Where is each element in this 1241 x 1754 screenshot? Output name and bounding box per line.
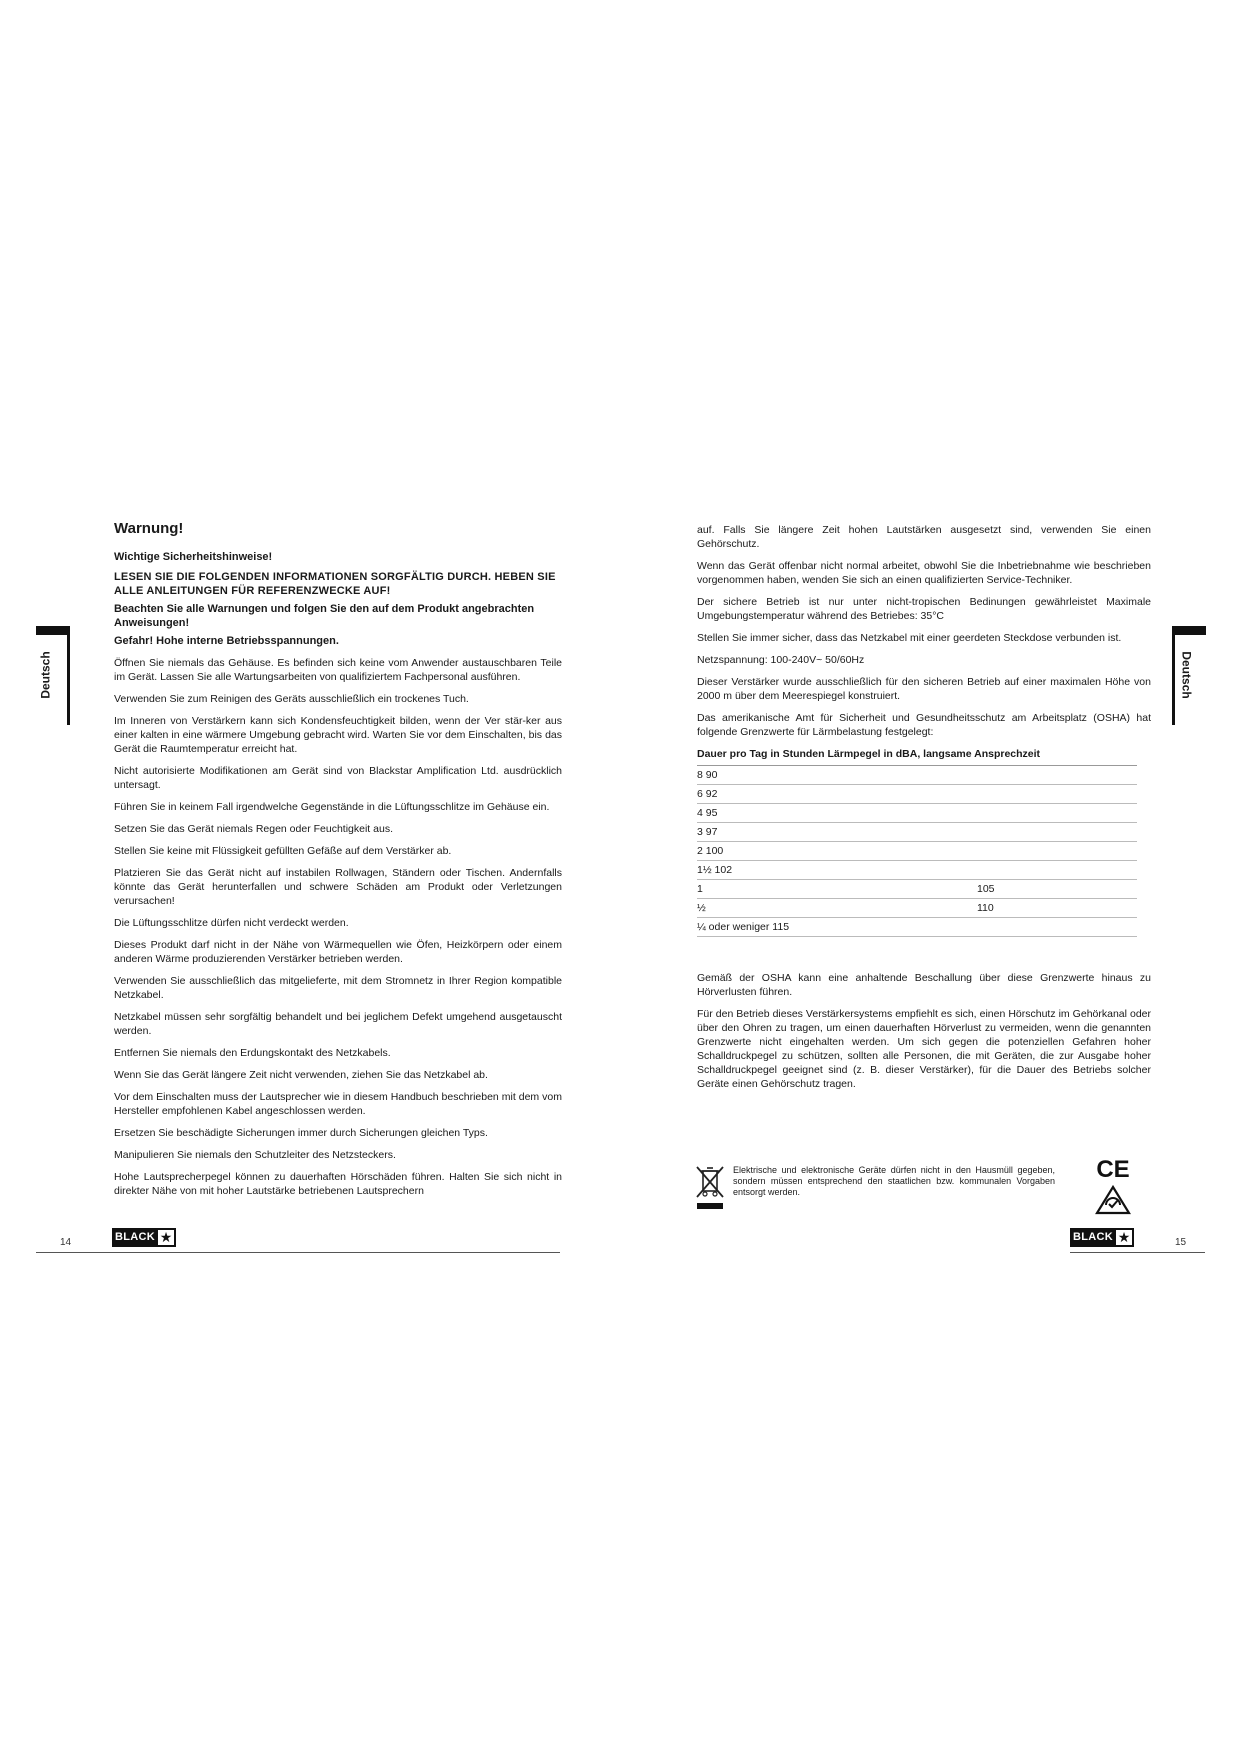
- table-cell: [977, 842, 1137, 861]
- star-icon: ★: [158, 1228, 176, 1247]
- paragraph: Platzieren Sie das Gerät nicht auf instabilen Rollwagen, Ständern oder Tischen. Andernfalls könnte das Gerät herunterfallen und schwere Schäden am Produkt oder Verletzungen verursachen!: [114, 867, 562, 907]
- paragraph: Das amerikanische Amt für Sicherheit und Gesundheitsschutz am Arbeitsplatz (OSHA) hat folgende Grenzwerte für Lärmbelastung festgelegt:: [697, 712, 1151, 738]
- paragraph: Wenn Sie das Gerät längere Zeit nicht verwenden, ziehen Sie das Netzkabel ab.: [114, 1069, 488, 1081]
- warning-heading: Warnung!: [114, 520, 184, 537]
- weee-disposal-text: Elektrische und elektronische Geräte dürfen nicht in den Hausmüll gegeben, sondern müssen entsprechend den staatlichen bzw. kommunalen Vorgaben entsorgt werden.: [733, 1165, 1055, 1197]
- table-row: [697, 842, 1137, 861]
- table-cell: 2 100: [697, 842, 977, 861]
- paragraph: Ersetzen Sie beschädigte Sicherungen immer durch Sicherungen gleichen Typs.: [114, 1127, 488, 1139]
- paragraph: Nicht autorisierte Modifikationen am Gerät sind von Blackstar Amplification Ltd. ausdrücklich untersagt.: [114, 765, 562, 791]
- safety-warnings-column: [114, 522, 562, 1206]
- table-row: [697, 861, 1137, 880]
- table-cell: 4 95: [697, 804, 977, 823]
- paragraph: Hohe Lautsprecherpegel können zu dauerhaften Hörschäden führen. Halten Sie sich nicht in direkter Nähe von mit hoher Lautstärke betriebenen Lautsprechern: [114, 1171, 562, 1197]
- right-page: [620, 0, 1241, 1754]
- paragraph: Dieses Produkt darf nicht in der Nähe von Wärmequellen wie Öfen, Heizkörpern oder einem anderen Wärme produzierenden Verstärker betrieben werden.: [114, 939, 562, 965]
- language-tab: [36, 626, 70, 725]
- page-number: 14: [60, 1237, 72, 1248]
- ce-mark-icon: [1095, 1155, 1131, 1181]
- paragraph: Setzen Sie das Gerät niemals Regen oder Feuchtigkeit aus.: [114, 823, 393, 835]
- table-cell: [977, 785, 1137, 804]
- page-number: 15: [1175, 1237, 1187, 1248]
- crossed-out-bin-icon: [695, 1165, 725, 1211]
- read-instructions-notice: LESEN SIE DIE FOLGENDEN INFORMATIONEN SORGFÄLTIG DURCH. HEBEN SIE ALLE ANLEITUNGEN FÜR REFERENZWECKE AUF!: [114, 571, 556, 597]
- paragraph: Verwenden Sie ausschließlich das mitgelieferte, mit dem Stromnetz in Ihrer Region kompatible Netzkabel.: [114, 975, 562, 1001]
- table-row: [697, 823, 1137, 842]
- table-cell: 8 90: [697, 766, 977, 785]
- paragraph: Stellen Sie immer sicher, dass das Netzkabel mit einer geerdeten Steckdose verbunden ist.: [697, 632, 1122, 644]
- paragraph: Stellen Sie keine mit Flüssigkeit gefüllten Gefäße auf dem Verstärker ab.: [114, 845, 452, 857]
- paragraph: Die Lüftungsschlitze dürfen nicht verdeckt werden.: [114, 917, 349, 929]
- paragraph: Für den Betrieb dieses Verstärkersystems empfiehlt es sich, einen Hörschutz im Gehörkanal oder über den Ohren zu tragen, um einen dauerhaften Hörverlust zu vermeiden, wenn die genannten Grenzwerte nicht eingehalten werden. Um sich gegen die potenziellen Gefahren hoher Schalldruckpegel zu schützen, sollten alle Personen, die mit Geräten, die zur Ausgabe hoher Schalldruckpegel geeignet sind (z. B. dieser Verstärker), für die Dauer des Betriebs solcher Geräte einen Gehörschutz tragen.: [697, 1008, 1151, 1090]
- table-cell: 110: [977, 899, 1137, 918]
- left-page: [0, 0, 620, 1754]
- paragraph: Netzkabel müssen sehr sorgfältig behandelt und bei jeglichem Defekt umgehend ausgetauscht werden.: [114, 1011, 562, 1037]
- safety-continued-column: [697, 523, 1151, 1099]
- paragraph: Der sichere Betrieb ist nur unter nicht-tropischen Bedinungen gewährleistet Maximale Umgebungstemperatur während des Betriebes: 35°C: [697, 596, 1151, 622]
- table-cell: 3 97: [697, 823, 977, 842]
- table-cell: 1: [697, 880, 977, 899]
- table-cell: [977, 823, 1137, 842]
- osha-noise-table: [697, 745, 1137, 937]
- star-icon: ★: [1116, 1228, 1134, 1247]
- footer-rule: [36, 1252, 560, 1253]
- paragraph: Wenn das Gerät offenbar nicht normal arbeitet, obwohl Sie die Inbetriebnahme wie beschrieben vorgenommen haben, wenden Sie sich an einen qualifizierten Service-Techniker.: [697, 560, 1151, 586]
- paragraph: Gemäß der OSHA kann eine anhaltende Beschallung über diese Grenzwerte hinaus zu Hörverlusten führen.: [697, 972, 1151, 998]
- paragraph: Manipulieren Sie niemals den Schutzleiter des Netzsteckers.: [114, 1149, 396, 1161]
- language-tab: [1172, 626, 1206, 725]
- table-cell: ¼ oder weniger 115: [697, 918, 977, 937]
- paragraph: Dieser Verstärker wurde ausschließlich für den sicheren Betrieb auf einer maximalen Höhe von 2000 m über dem Meerespiegel konstruiert.: [697, 676, 1151, 702]
- paragraph: Führen Sie in keinem Fall irgendwelche Gegenstände in die Lüftungsschlitze im Gehäuse ein.: [114, 801, 550, 813]
- high-voltage-notice: Gefahr! Hohe interne Betriebsspannungen.: [114, 635, 339, 647]
- table-row: [697, 918, 1137, 937]
- paragraph: Verwenden Sie zum Reinigen des Geräts ausschließlich ein trockenes Tuch.: [114, 693, 469, 705]
- paragraph: Öffnen Sie niemals das Gehäuse. Es befinden sich keine vom Anwender austauschbaren Teile im Gerät. Lassen Sie alle Wartungsarbeiten von qualifiziertem Fachpersonal ausführen.: [114, 657, 562, 683]
- table-header: Dauer pro Tag in Stunden Lärmpegel in dBA, langsame Ansprechzeit: [697, 745, 1137, 766]
- footer-rule: [1070, 1252, 1205, 1253]
- table-cell: 1½ 102: [697, 861, 977, 880]
- table-row: [697, 785, 1137, 804]
- table-cell: 105: [977, 880, 1137, 899]
- table-row: [697, 766, 1137, 785]
- rcm-compliance-icon: [1095, 1185, 1131, 1215]
- table-cell: [977, 766, 1137, 785]
- table-cell: ½: [697, 899, 977, 918]
- language-tab-label: Deutsch: [38, 651, 53, 699]
- blackstar-logo: [112, 1228, 176, 1247]
- weee-notice: [695, 1165, 1055, 1215]
- table-cell: [977, 861, 1137, 880]
- table-row: [697, 804, 1137, 823]
- blackstar-logo: [1070, 1228, 1134, 1247]
- table-row: [697, 899, 1137, 918]
- table-cell: [977, 804, 1137, 823]
- paragraph: auf. Falls Sie längere Zeit hohen Lautstärken ausgesetzt sind, verwenden Sie einen Gehörschutz.: [697, 524, 1151, 550]
- follow-warnings-notice: Beachten Sie alle Warnungen und folgen Sie den auf dem Produkt angebrachten Anweisungen!: [114, 603, 535, 629]
- language-tab-label: Deutsch: [1179, 651, 1194, 699]
- logo-wordmark: BLACK: [112, 1228, 158, 1247]
- logo-wordmark: BLACK: [1070, 1228, 1116, 1247]
- paragraph: Im Inneren von Verstärkern kann sich Kondensfeuchtigkeit bilden, wenn der Ver stär-ker aus einer kalten in eine wärmere Umgebung gebracht wird. Warten Sie vor dem Einschalten, bis das Gerät die Raumtemperatur erreicht hat.: [114, 715, 562, 755]
- table-row: [697, 880, 1137, 899]
- paragraph: Entfernen Sie niemals den Erdungskontakt des Netzkabels.: [114, 1047, 391, 1059]
- safety-notice-title: Wichtige Sicherheitshinweise!: [114, 551, 273, 563]
- mains-voltage: Netzspannung: 100-240V~ 50/60Hz: [697, 654, 865, 666]
- table-cell: [977, 918, 1137, 937]
- ce-mark-text: CE: [1096, 1156, 1130, 1181]
- paragraph: Vor dem Einschalten muss der Lautsprecher wie in diesem Handbuch beschrieben mit dem vom Hersteller empfohlenen Kabel angeschlossen werden.: [114, 1091, 562, 1117]
- table-cell: 6 92: [697, 785, 977, 804]
